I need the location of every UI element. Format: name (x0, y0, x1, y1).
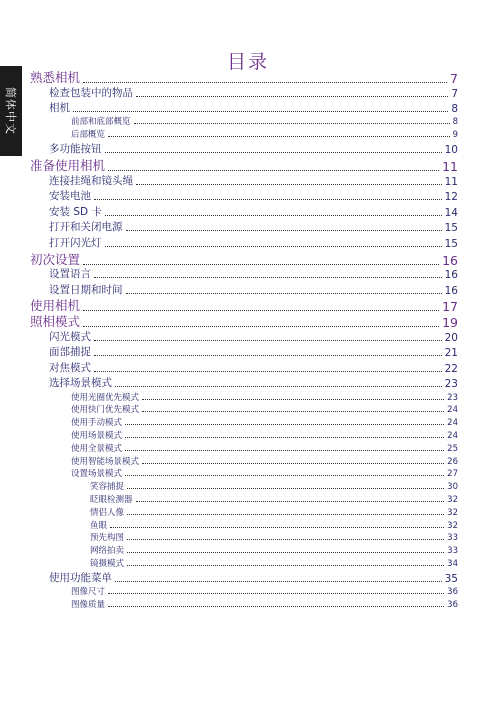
toc-entry[interactable] (49, 346, 458, 359)
toc-entry-label: 相机 (49, 102, 70, 115)
toc-entry[interactable] (71, 404, 458, 415)
toc-entry[interactable] (49, 284, 458, 297)
toc-entry[interactable] (49, 268, 458, 281)
toc-entry[interactable] (71, 586, 458, 597)
toc-entry[interactable] (49, 377, 458, 390)
toc-entry-label: 图像质量 (71, 600, 106, 611)
toc-dot-leader (94, 371, 442, 372)
toc-entry-label: 设置日期和时间 (49, 283, 123, 296)
toc-entry[interactable] (30, 299, 458, 314)
toc-entry-page-number: 21 (444, 347, 458, 360)
toc-entry-label: 后部概览 (71, 130, 106, 141)
toc-entry-page-number: 11 (442, 159, 458, 174)
toc-dot-leader (125, 450, 444, 451)
toc-entry-label: 多功能按钮 (49, 143, 102, 156)
toc-entry-page-number: 10 (444, 144, 458, 157)
toc-entry[interactable] (71, 129, 458, 140)
toc-entry-label: 准备使用相机 (30, 158, 106, 173)
toc-entry-label: 图像尺寸 (71, 587, 106, 598)
toc-dot-leader (83, 264, 439, 265)
toc-entry[interactable] (49, 331, 458, 344)
toc-dot-leader (115, 581, 442, 582)
toc-entry-page-number: 34 (447, 559, 458, 569)
toc-dot-leader (105, 152, 442, 153)
toc-entry-page-number: 7 (450, 71, 458, 86)
toc-entry[interactable] (49, 237, 458, 250)
language-side-tab (0, 66, 22, 156)
toc-entry[interactable] (49, 362, 458, 375)
toc-dot-leader (125, 437, 444, 438)
toc-entry[interactable] (90, 558, 458, 569)
toc-entry[interactable] (90, 532, 458, 543)
toc-dot-leader (73, 111, 448, 112)
toc-entry-label: 安装 SD 卡 (49, 205, 102, 218)
toc-entry-label: 使用快门优先模式 (71, 405, 140, 416)
toc-entry-page-number: 27 (447, 469, 458, 480)
toc-dot-leader (105, 215, 442, 216)
toc-entry-page-number: 16 (444, 269, 458, 282)
toc-entry[interactable] (71, 417, 458, 428)
toc-entry-label: 检查包装中的物品 (49, 86, 133, 99)
toc-dot-leader (136, 96, 448, 97)
toc-entry[interactable] (49, 175, 458, 188)
toc-entry-label: 使用场景模式 (71, 431, 123, 441)
toc-dot-leader (94, 340, 442, 341)
toc-entry-label: 对焦模式 (49, 361, 91, 374)
toc-entry[interactable] (49, 221, 458, 234)
toc-entry-page-number: 14 (444, 206, 458, 219)
toc-entry-label: 使用智能场景模式 (71, 456, 140, 467)
toc-entry-page-number: 8 (452, 117, 458, 128)
toc-entry[interactable] (71, 599, 458, 610)
toc-entry[interactable] (71, 468, 458, 479)
toc-entry-label: 预先构图 (90, 533, 125, 544)
toc-entry[interactable] (71, 430, 458, 441)
toc-dot-leader (110, 527, 444, 528)
toc-entry-page-number: 16 (444, 284, 458, 297)
toc-entry-page-number: 12 (444, 191, 458, 204)
toc-entry-page-number: 36 (447, 600, 458, 611)
toc-dot-leader (142, 463, 444, 464)
toc-dot-leader (115, 386, 442, 387)
toc-dot-leader (108, 593, 444, 594)
toc-dot-leader (125, 424, 444, 425)
toc-entry-label: 照相模式 (30, 314, 81, 329)
toc-dot-leader (94, 277, 442, 278)
toc-entry-page-number: 7 (451, 87, 458, 100)
toc-entry-page-number: 15 (444, 222, 458, 235)
toc-dot-leader (94, 199, 442, 200)
toc-entry-page-number: 16 (442, 252, 458, 268)
toc-entry-label: 连接挂绳和镜头绳 (49, 174, 133, 187)
toc-entry-page-number: 17 (442, 299, 458, 315)
toc-dot-leader (108, 170, 439, 171)
toc-entry[interactable] (90, 507, 458, 518)
toc-entry-page-number: 33 (447, 533, 458, 544)
toc-dot-leader (136, 184, 442, 185)
toc-entry[interactable] (49, 190, 458, 203)
toc-entry-label: 使用手动模式 (71, 418, 123, 429)
toc-entry[interactable] (71, 443, 458, 454)
toc-entry[interactable] (90, 545, 458, 556)
toc-entry[interactable] (90, 494, 458, 505)
toc-dot-leader (108, 606, 444, 607)
toc-entry-label: 鱼眼 (90, 520, 108, 531)
toc-entry-label: 熟悉相机 (30, 70, 81, 85)
toc-dot-leader (126, 293, 442, 294)
toc-dot-leader (83, 326, 439, 327)
toc-entry-label: 选择场景模式 (49, 377, 112, 390)
toc-entry-page-number: 32 (447, 520, 458, 531)
toc-entry-page-number: 30 (447, 482, 458, 493)
toc-dot-leader (83, 82, 447, 83)
toc-dot-leader (94, 355, 442, 356)
toc-entry-page-number: 15 (444, 238, 458, 250)
toc-dot-leader (142, 411, 444, 412)
toc-entry-page-number: 24 (447, 405, 458, 416)
toc-dot-leader (127, 488, 444, 489)
toc-dot-leader (127, 552, 444, 553)
toc-entry[interactable] (71, 456, 458, 467)
toc-entry-label: 闪光模式 (49, 330, 91, 343)
toc-entry-label: 笑容捕捉 (90, 482, 125, 493)
toc-entry[interactable] (30, 315, 458, 330)
toc-entry-page-number: 23 (444, 378, 458, 391)
toc-entry[interactable] (49, 102, 458, 115)
toc-entry-page-number: 11 (444, 175, 458, 188)
toc-dot-leader (125, 475, 444, 476)
toc-dot-leader (108, 136, 450, 137)
toc-entry-page-number: 20 (444, 331, 458, 344)
toc-dot-leader (136, 501, 445, 502)
toc-entry-label: 情侣人像 (90, 507, 125, 518)
toc-entry-label: 设置场景模式 (71, 469, 123, 480)
language-side-tab-label: 简体中文 (4, 87, 17, 135)
toc-entry-label: 网络拍卖 (90, 546, 125, 557)
toc-entry-page-number: 25 (447, 443, 458, 454)
toc-entry-page-number: 33 (447, 546, 458, 557)
toc-entry[interactable] (49, 143, 458, 156)
toc-entry-label: 使用光圈优先模式 (71, 392, 140, 403)
toc-entry-page-number: 32 (447, 495, 458, 505)
toc-dot-leader (127, 565, 444, 566)
toc-entry[interactable] (90, 520, 458, 531)
toc-entry-page-number: 8 (451, 103, 458, 116)
toc-entry[interactable] (90, 481, 458, 492)
toc-dot-leader (126, 230, 442, 231)
toc-dot-leader (134, 123, 450, 124)
toc-entry-label: 初次设置 (30, 251, 81, 267)
toc-entry[interactable] (49, 206, 458, 219)
toc-entry-label: 眨眼检测器 (90, 495, 133, 505)
toc-entry-page-number: 24 (447, 418, 458, 429)
toc-entry[interactable] (49, 572, 458, 585)
toc-entry-page-number: 9 (452, 130, 458, 141)
toc-entry-page-number: 24 (447, 431, 458, 441)
toc-dot-leader (142, 399, 444, 400)
toc-dot-leader (105, 246, 442, 247)
toc-entry-page-number: 19 (442, 315, 458, 330)
toc-entry-label: 镜摄模式 (90, 559, 125, 569)
toc-entry-page-number: 23 (447, 392, 458, 403)
toc-entry-label: 使用相机 (30, 298, 81, 314)
toc-entry-label: 设置语言 (49, 268, 91, 281)
toc-entry[interactable] (30, 253, 458, 268)
toc-entry-label: 打开和关闭电源 (49, 221, 123, 234)
toc-entry-page-number: 22 (444, 362, 458, 375)
toc-entry-page-number: 35 (444, 573, 458, 586)
toc-entry-label: 前部和底部概览 (71, 117, 131, 128)
toc-dot-leader (127, 514, 444, 515)
toc-entry-page-number: 26 (447, 456, 458, 467)
toc-entry[interactable] (49, 87, 458, 100)
toc-entry-label: 安装电池 (49, 190, 91, 203)
toc-entry[interactable] (71, 116, 458, 127)
toc-entry-label: 使用全景模式 (71, 443, 123, 454)
toc-entry-label: 打开闪光灯 (49, 237, 102, 249)
toc-dot-leader (83, 310, 439, 311)
page-title: 目录 (226, 51, 269, 73)
toc-dot-leader (127, 539, 444, 540)
toc-entry-page-number: 32 (447, 507, 458, 518)
toc-entry-label: 使用功能菜单 (49, 572, 112, 585)
toc-entry[interactable] (71, 392, 458, 403)
toc-entry-label: 面部捕捉 (49, 346, 91, 359)
toc-entry-page-number: 36 (447, 587, 458, 598)
